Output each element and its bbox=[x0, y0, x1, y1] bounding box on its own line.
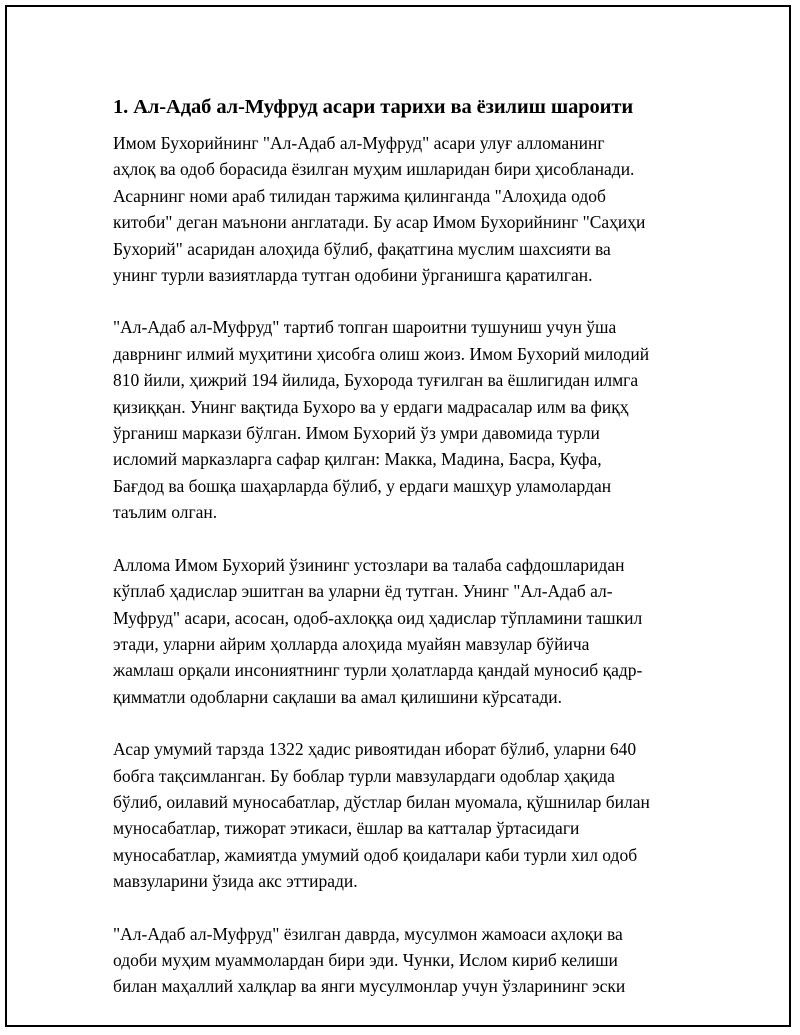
text-line: муносабатлар, тижорат этикаси, ёшлар ва катталар ўртасидаги bbox=[113, 818, 580, 839]
text-line: Аллома Имом Бухорий ўзининг устозлари ва талаба сафдошларидан bbox=[113, 554, 625, 575]
text-line: жамлаш орқали инсониятнинг турли ҳолатларда қандай муносиб қадр- bbox=[113, 660, 643, 681]
text-line: этади, уларни айрим ҳолларда алоҳида муайян мавзулар бўйича bbox=[113, 633, 590, 654]
text-line: даврнинг илмий муҳитини ҳисобга олиш жоиз. Имом Бухорий милодий bbox=[113, 343, 650, 364]
text-line: Асарнинг номи араб тилидан таржима қилинганда "Алоҳида одоб bbox=[113, 185, 606, 206]
text-line: Асар умумий тарзда 1322 ҳадис ривоятидан иборат бўлиб, уларни 640 bbox=[113, 739, 637, 760]
text-line: Бағдод ва бошқа шаҳарларда бўлиб, у ердаги машҳур уламолардан bbox=[113, 475, 612, 496]
text-line: унинг турли вазиятларда тутган одобини ўрганишга қаратилган. bbox=[113, 265, 593, 286]
text-line: қимматли одобларни сақлаши ва амал қилишини кўрсатади. bbox=[113, 686, 562, 707]
text-line: бобга тақсимланган. Бу боблар турли мавзулардаги одоблар ҳақида bbox=[113, 765, 615, 786]
text-line: мавзуларини ўзида акс эттиради. bbox=[113, 871, 358, 892]
section-heading: 1. Ал-Адаб ал-Муфруд асари тарихи ва ёзилиш шароити bbox=[113, 96, 634, 118]
text-line: ўрганиш маркази бўлган. Имом Бухорий ўз умри давомида турли bbox=[113, 423, 600, 444]
text-line: Имом Бухорийнинг "Ал-Адаб ал-Муфруд" асари улуғ алломанинг bbox=[113, 133, 605, 153]
text-line: Муфруд" асари, асосан, одоб-ахлоққа оид ҳадислар тўпламини ташкил bbox=[113, 607, 643, 628]
text-line: Бухорий" асаридан алоҳида бўлиб, фақатгина муслим шахсияти ва bbox=[113, 238, 611, 259]
text-line: муносабатлар, жамиятда умумий одоб қоидалари каби турли хил одоб bbox=[113, 844, 638, 865]
text-line: исломий марказларга сафар қилган: Макка, Мадина, Басра, Куфа, bbox=[113, 449, 602, 470]
text-line: 810 йили, ҳижрий 194 йилида, Бухорода туғилган ва ёшлигидан илмга bbox=[113, 370, 639, 391]
text-line: "Ал-Адаб ал-Муфруд" ёзилган даврда, мусулмон жамоаси аҳлоқи ва bbox=[113, 923, 623, 944]
text-line: одоби муҳим муаммолардан бири эди. Чунки, Ислом кириб келиши bbox=[113, 949, 618, 970]
text-line: кўплаб ҳадислар эшитган ва уларни ёд тутган. Унинг "Ал-Адаб ал- bbox=[113, 581, 613, 602]
text-line: бўлиб, оилавий муносабатлар, дўстлар билан муомала, қўшнилар билан bbox=[113, 791, 650, 812]
text-line: билан маҳаллий халқлар ва янги мусулмонлар учун ўзларининг эски bbox=[113, 976, 626, 997]
document-body bbox=[113, 94, 683, 1026]
text-line: таълим олган. bbox=[113, 502, 218, 523]
paragraph bbox=[113, 314, 683, 525]
text-line: китоби" деган маънони англатади. Бу асар Имом Бухорийнинг "Саҳиҳи bbox=[113, 212, 646, 233]
paragraph bbox=[113, 736, 683, 894]
text-line: "Ал-Адаб ал-Муфруд" тартиб топган шароитни тушуниш учун ўша bbox=[113, 317, 617, 338]
text-line: аҳлоқ ва одоб борасида ёзилган муҳим ишларидан бири ҳисобланади. bbox=[113, 159, 635, 180]
paragraph bbox=[113, 130, 683, 288]
paragraph bbox=[113, 552, 683, 710]
text-line: қизиққан. Унинг вақтида Бухоро ва у ердаги мадрасалар илм ва фиқҳ bbox=[113, 396, 629, 417]
paragraphs bbox=[113, 130, 683, 1000]
paragraph bbox=[113, 921, 683, 1000]
